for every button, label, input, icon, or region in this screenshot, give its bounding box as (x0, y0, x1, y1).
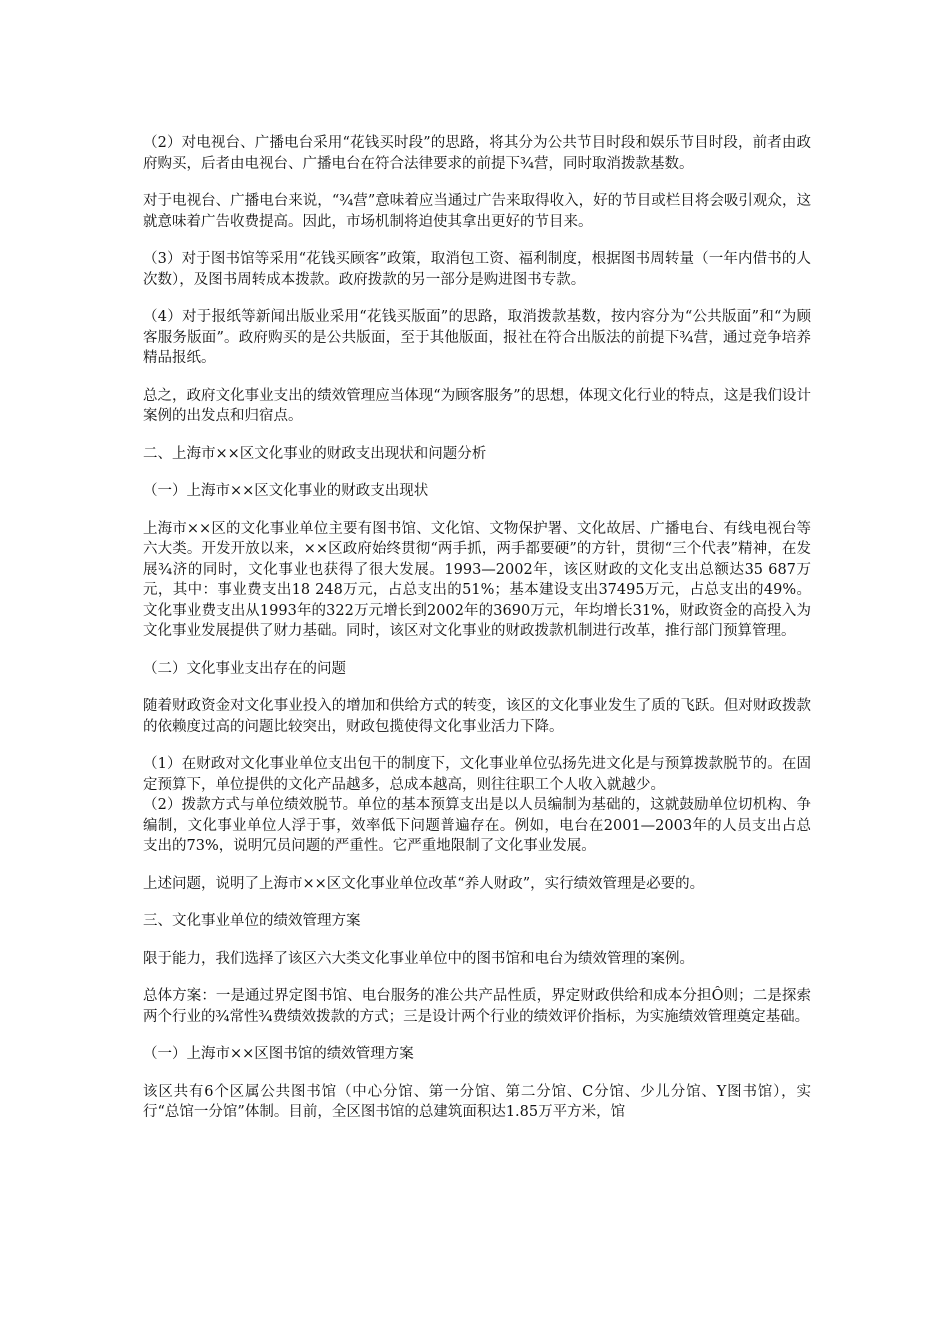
subsection-heading-2-2: （二）文化事业支出存在的问题 (143, 660, 346, 677)
document-page (143, 133, 811, 1123)
paragraph-broadcast-operation: 对于电视台、广播电台来说，“¾营”意味着应当通过广告来取得收入，好的节目或栏目将会吸引观众，这就意味着广告收费提高。因此，市场机制将迫使其拿出更好的节目来。 (143, 193, 811, 230)
section-heading-3: 三、文化事业单位的绩效管理方案 (143, 913, 361, 929)
section-heading-2: 二、上海市××区文化事业的财政支出现状和问题分析 (143, 445, 487, 462)
paragraph-case-selection: 限于能力，我们选择了该区六大类文化事业单位中的图书馆和电台为绩效管理的案例。 (143, 950, 694, 967)
paragraph-current-status: 上海市××区的文化事业单位主要有图书馆、文化馆、文物保护署、文化故居、广播电台、有线电视台等六大类。开发开放以来，××区政府始终贯彻“两手抓，两手都要硬”的方针，贯彻“三个代表”精神，在发展¾济的同时，文化事业也获得了很大发展。1993—2002年，该区财政的文化支出总额达35 687万元，其中：事业费支出18 248万元，占总支出的51%；基本建设支出37495万元，占总支出的49%。文化事业费支出从1993年的322万元增长到2002年的3690万元，年均增长31%，财政资金的高投入为文化事业发展提供了财力基础。同时，该区对文化事业的财政拨款机制进行改革，推行部门预算管理。 (143, 520, 811, 639)
subsection-heading-3-1: （一）上海市××区图书馆的绩效管理方案 (143, 1046, 414, 1062)
paragraph-problem-1: （1）在财政对文化事业单位支出包干的制度下，文化事业单位弘扬先进文化是与预算拨款脱节的。在固定预算下，单位提供的文化产品越多，总成本越高，则往往职工个人收入就越少。 (143, 756, 811, 793)
paragraph-library-overview: 该区共有6个区属公共图书馆（中心分馆、第一分馆、第二分馆、C分馆、少儿分馆、Y图书馆），实行“总馆一分馆”体制。目前，全区图书馆的总建筑面积达1.85万平方米，馆 (143, 1083, 811, 1120)
paragraph-summary: 总之，政府文化事业支出的绩效管理应当体现“为顾客服务”的思想，体现文化行业的特点，这是我们设计案例的出发点和归宿点。 (143, 387, 811, 424)
paragraph-broadcast-time-slots: （2）对电视台、广播电台采用“花钱买时段”的思路，将其分为公共节目时段和娱乐节目时段，前者由政府购买，后者由电视台、广播电台在符合法律要求的前提下¾营，同时取消拨款基数。 (143, 135, 811, 172)
paragraph-problems-intro: 随着财政资金对文化事业投入的增加和供给方式的转变，该区的文化事业发生了质的飞跃。但对财政拨款的依赖度过高的问题比较突出，财政包揽使得文化事业活力下降。 (143, 698, 811, 735)
subsection-heading-2-1: （一）上海市××区文化事业的财政支出现状 (143, 483, 429, 499)
paragraph-newspaper-policy: （4）对于报纸等新闻出版业采用“花钱买版面”的思路，取消拨款基数，按内容分为“公共版面”和“为顾客服务版面”。政府购买的是公共版面，至于其他版面，报社在符合出版法的前提下¾营，通过竞争培养精品报纸。 (143, 309, 811, 366)
paragraph-problems-conclusion: 上述问题，说明了上海市××区文化事业单位改革“养人财政”，实行绩效管理是必要的。 (143, 875, 705, 892)
paragraph-library-policy: （3）对于图书馆等采用“花钱买顾客”政策，取消包工资、福利制度，根据图书周转量（一年内借书的人次数），及图书周转成本拨款。政府拨款的另一部分是购进图书专款。 (143, 251, 811, 288)
paragraph-problem-2: （2）拨款方式与单位绩效脱节。单位的基本预算支出是以人员编制为基础的，这就鼓励单位切机构、争编制，文化事业单位人浮于事，效率低下问题普遍存在。例如，电台在2001—2003年的人员支出占总支出的73%，说明冗员问题的严重性。它严重地限制了文化事业发展。 (143, 797, 811, 854)
paragraph-overall-plan: 总体方案：一是通过界定图书馆、电台服务的准公共产品性质，界定财政供给和成本分担Ô则；二是探索两个行业的¾常性¾费绩效拨款的方式；三是设计两个行业的绩效评价指标，为实施绩效管理奠定基础。 (143, 988, 811, 1025)
